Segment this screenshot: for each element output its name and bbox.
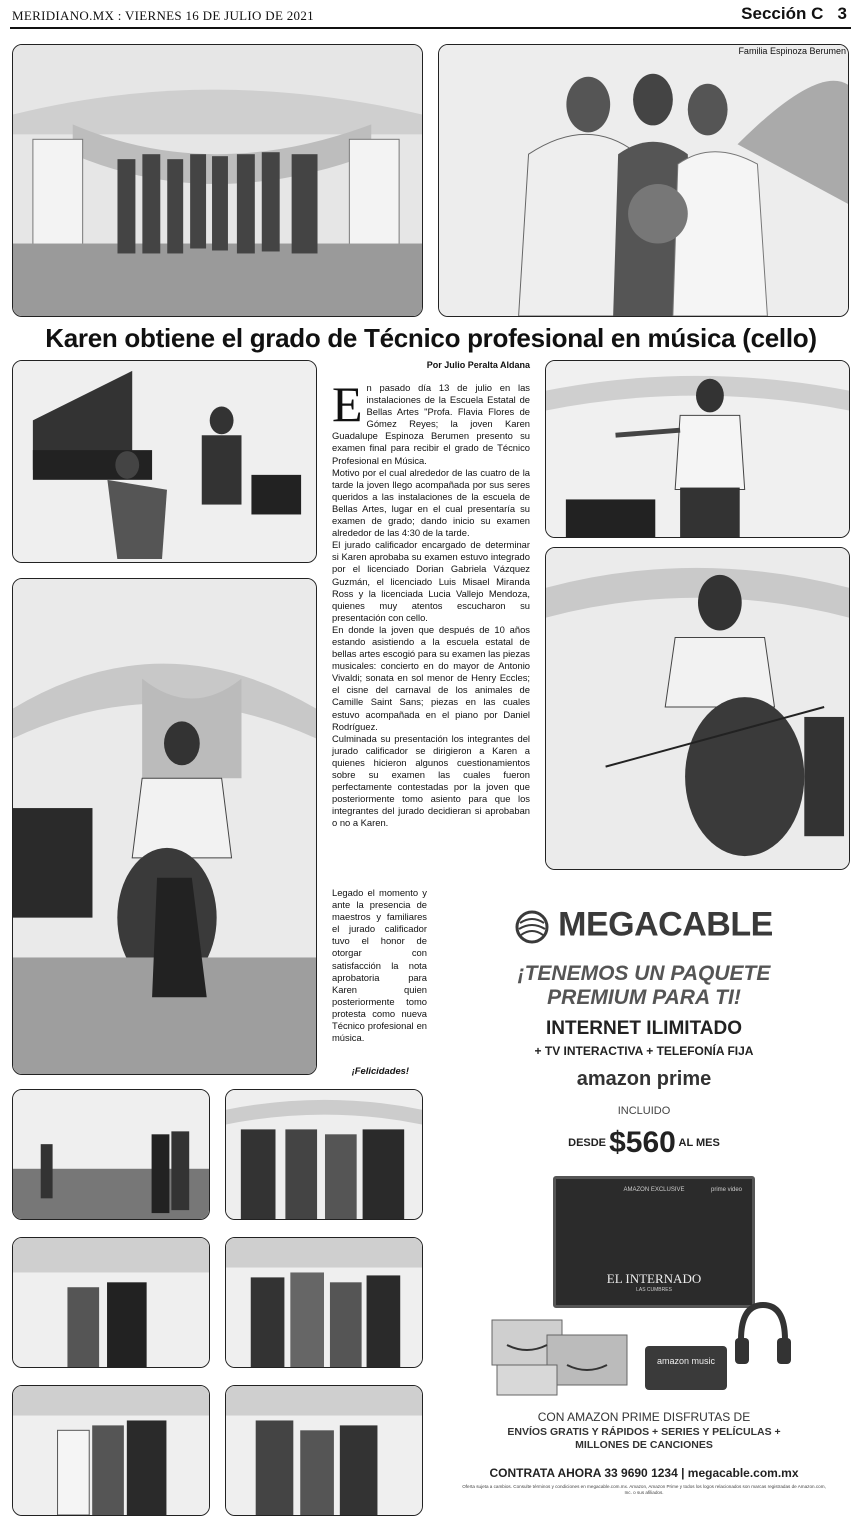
photo-cello-seated <box>12 578 317 1075</box>
article-paragraph: En donde la joven que después de 10 años estando asistiendo a la escuela estatal de bellas artes escogió para su examen las piezas musicales: concierto en do mayor de Antonio Vivaldi; sonata en sol menor de Henry Eccles; el cisne del carnaval de los animales de Camille Saint Sans; piezas en las cuales estuvo acompañada en el piano por Daniel Rodríguez. <box>332 623 530 732</box>
photo-three-women <box>12 1385 210 1516</box>
article-paragraph: Motivo por el cual alrededor de las cuatro de la tarde la joven llego acompañada por sus seres queridos a las instalaciones de la escuela de Bellas Artes, lugar en el cual presentaría su examen de grado; dando inicio su examen alrededor de las 4:30 de la tarde. <box>332 466 530 539</box>
photo-caption-family: Familia Espinoza Berumen <box>738 46 846 56</box>
ad-extras: + TV INTERACTIVA + TELEFONÍA FIJA <box>534 1044 754 1058</box>
tv-show-subtitle: LAS CUMBRES <box>636 1287 672 1293</box>
photo-hallway-group <box>12 1089 210 1220</box>
megacable-advertisement[interactable] <box>437 890 851 1520</box>
tv-exclusive-label: AMAZON EXCLUSIVE <box>623 1187 685 1193</box>
newspaper-dateline: MERIDIANO.MX : VIERNES 16 DE JULIO DE 2021 <box>12 8 314 23</box>
ad-fine-print: Oferta sujeta a cambios. Consulte términos y condiciones en megacable.com.mx. Amazon, Amazon Prime y todos los logos relacionados son marcas registradas de Amazon.com, Inc. o sus afiliados. <box>462 1484 826 1495</box>
ad-footer-lead: CON AMAZON PRIME DISFRUTAS DE <box>537 1410 751 1424</box>
ad-price-amount: $560 <box>609 1126 676 1159</box>
megacable-brand-text: MEGACABLE <box>558 905 773 944</box>
ad-footer-benefits: ENVÍOS GRATIS Y RÁPIDOS + SERIES Y PELÍCULAS + MILLONES DE CANCIONES <box>507 1426 781 1451</box>
photo-family <box>438 44 849 317</box>
photo-karen-cello-portrait <box>545 547 850 870</box>
article-byline: Por Julio Peralta Aldana <box>426 360 530 370</box>
article-closing: ¡Felicidades! <box>351 1065 409 1076</box>
header-rule <box>10 27 851 29</box>
section-page-number: Sección C 3 <box>741 4 847 23</box>
photo-group-stage <box>12 44 423 317</box>
photo-two-women <box>12 1237 210 1368</box>
amazon-boxes-illustration <box>487 1290 657 1400</box>
amazon-music-logo: amazon music <box>645 1346 727 1390</box>
headphones-icon <box>733 1300 793 1370</box>
megacable-globe-icon <box>515 906 558 944</box>
photo-cello-piano <box>12 360 317 563</box>
article-body <box>332 376 530 829</box>
article-paragraph: Legado el momento y ante la presencia de maestros y familiares el jurado calificador tuvo el honor de otorgar con satisfacción la nota aprobatoria para Karen quien posteriormente tomo protesta como nueva Técnico profesional en música. <box>332 887 427 1044</box>
article-dropcap: E <box>332 376 363 432</box>
article-body-continued <box>332 887 427 1044</box>
ad-internet-offer: INTERNET ILIMITADO <box>546 1018 742 1039</box>
photo-jury-group <box>225 1089 423 1220</box>
ad-tagline: ¡TENEMOS UN PAQUETE PREMIUM PARA TI! <box>517 962 771 1009</box>
article-headline: Karen obtiene el grado de Técnico profesional en música (cello) <box>45 323 817 353</box>
ad-price-prefix: DESDE <box>568 1136 607 1149</box>
tv-service-label: prime video <box>710 1187 742 1193</box>
article-paragraph: Culminada su presentación los integrantes del jurado calificador se dirigieron a Karen a quienes hicieron algunos cuestionamientos sobre su examen las cuales fueron perfectamente contestadas por la joven que posteriormente tomo asiento para que los integrantes del jurado decidieran si aprobaban o no a Karen. <box>332 732 530 829</box>
ad-price <box>437 1126 851 1160</box>
tv-show-title: EL INTERNADO <box>606 1271 702 1286</box>
photo-friends-group <box>225 1385 423 1516</box>
photo-karen-gesturing <box>545 360 850 538</box>
ad-tv-screen <box>553 1176 755 1308</box>
photo-four-women <box>225 1237 423 1368</box>
ad-contact-line[interactable]: CONTRATA AHORA 33 9690 1234 | megacable.com.mx <box>489 1466 799 1480</box>
megacable-logo <box>437 904 851 945</box>
ad-price-suffix: AL MES <box>678 1136 720 1149</box>
amazon-prime-logo: amazon prime <box>576 1068 712 1090</box>
article-paragraph: El jurado calificador encargado de determinar si Karen aprobaba su examen estuvo integrado por el licenciado Dorian Gabriela Vázquez Guzmán, el licenciado Luis Misael Miranda Ross y la licenciada Lucia Vallejo Mendoza, quienes muy atentos escucharon su presentación con cello. <box>332 539 530 623</box>
ad-included-label: INCLUIDO <box>617 1105 671 1117</box>
article-paragraph: n pasado día 13 de julio en las instalaciones de la Escuela Estatal de Bellas Artes "Profa. Flavia Flores de Gómez Reyes; la joven Karen Guadalupe Espinoza Berumen presento su examen final para recibir el grado de Técnico Profesional en Música. <box>332 382 530 466</box>
